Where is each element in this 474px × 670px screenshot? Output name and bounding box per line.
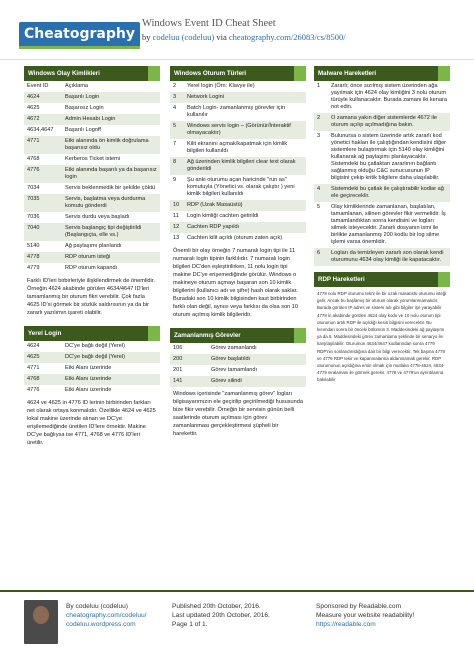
table-row <box>24 212 160 223</box>
column-3 <box>314 66 450 387</box>
logon-type: 9 <box>173 177 177 183</box>
logon-type: 10 <box>170 200 184 211</box>
yerel-login-note: 4624 ve 4625 in 4776 ID lerinin birbirinden farkları net olarak ortaya konmalıdır. Özellikle 4624 ve 4625 lokal makine üzerinde alınan ve DC'ye erişilemediğinde üretilen ID'lere örnektir. Makine DC'ye bağlıysa ise 4771, 4768 ve 4776 ID'leri üretilir. <box>24 396 160 450</box>
logon-desc: Yerel login (Örn: Klavye ile) <box>187 83 255 89</box>
event-desc: Başarılı Login <box>62 92 160 103</box>
logo-underline <box>19 46 140 49</box>
table-row <box>314 131 450 184</box>
table-row <box>24 341 160 352</box>
gorev-note: Windows içerisinde "zamanlanmış görev" logları bilgisayarımızın ele geçirilip geçirilmediği hususunda bize fikir verebilir. Örneğin bir servisin günün belli saatlerinde oturum açılması için görev zamanlanması gerçekleştirmesi şüpheli bir harekettir. <box>170 387 306 441</box>
malware-steps-table <box>314 81 450 266</box>
table-row <box>24 136 160 154</box>
table-row <box>170 222 306 233</box>
step-number: 4 <box>314 184 328 202</box>
table-row <box>24 183 160 194</box>
footer-author-line <box>66 602 147 611</box>
table-row <box>170 376 306 387</box>
table-cell: Açıklama <box>65 83 89 89</box>
table-row <box>170 139 306 157</box>
header-tab <box>294 328 306 343</box>
table-row <box>24 114 160 125</box>
sponsor-name[interactable]: Readable.com <box>358 603 402 610</box>
table-row <box>314 184 450 202</box>
table-row <box>170 233 306 244</box>
published-date: Published 20th October, 2016. <box>172 603 261 610</box>
table-row <box>24 103 160 114</box>
footer-author-handle: (codeluu) <box>100 603 128 610</box>
page-count: Page 1 of 1. <box>172 621 208 628</box>
table-row <box>170 354 306 365</box>
event-desc: Servis başlangıç tipi değiştirildi (Başlangıçta, elle vs.) <box>62 223 160 241</box>
step-number: 2 <box>314 113 328 131</box>
oturum-note: Önemli bir olay örneğin 7 numaralı login tipi ile 11 numaralı login tipinin farklılıdır. 7 numaralı login bilgileri DC'den eşleştirilirken, 11 nolu login tipi makine DC'ye erişemediğinde görülür. Windows o makineye oturum açmayı başaran son 10 kimlik bilgilerini (kullanıcı adı ve şifre) hash olarak saklar. Buradaki son 10 kimlik bilgisinden kast birbirinden farklı olan değil, aynısı veya farklısı da olsa son 10 oturum açılmış kimlik bilgileridir. <box>170 244 306 322</box>
step-desc: Sistemdeki bu çatlak ile çalıştırabilir kodlar ağ ele geçireceklir. <box>328 184 450 202</box>
table-row <box>24 263 160 274</box>
section-title: Windows Olay Kimlikleri <box>28 70 100 77</box>
footer-author-url[interactable]: cheatography.com/codeluu/ <box>66 612 147 619</box>
table-row <box>170 92 306 103</box>
event-id: 4624 <box>24 92 62 103</box>
step-number: 6 <box>314 248 328 266</box>
section-header-malware <box>314 66 450 81</box>
event-id: 7035 <box>24 194 62 212</box>
event-id: 141 <box>170 376 208 387</box>
page-byline <box>142 32 346 42</box>
logon-type: 12 <box>170 222 184 233</box>
event-id: 200 <box>170 354 208 365</box>
table-row <box>24 352 160 363</box>
event-id: 4624 <box>27 343 40 349</box>
table-row <box>170 103 306 121</box>
table-row <box>170 211 306 222</box>
event-desc: Etki alanında ön kimlik doğrulama başarısız oldu <box>62 136 160 154</box>
table-header-row <box>24 81 160 92</box>
table-row <box>24 252 160 263</box>
event-desc: Etki Alanı üzerinde <box>65 365 112 371</box>
logon-desc: Cachten RDP yapıldı <box>184 222 306 233</box>
footer-sponsor <box>316 602 414 629</box>
section-header-rdp <box>314 272 450 287</box>
event-desc: Görev zamanlandı <box>211 345 257 351</box>
event-id: 4776 <box>24 165 62 183</box>
logon-type: 5 <box>170 121 184 139</box>
footer-dates <box>172 602 270 629</box>
zamanlanmis-gorevler-table <box>170 343 306 387</box>
column-1 <box>24 66 160 450</box>
by-label: By <box>66 603 74 610</box>
footer-author-name[interactable]: codeluu <box>75 603 99 610</box>
sheet-url-link[interactable]: cheatography.com/26083/cs/8500/ <box>228 32 346 42</box>
section-title: Zamanlanmış Görevler <box>174 332 241 339</box>
sponsor-url[interactable]: https://readable.com <box>316 621 376 628</box>
logon-desc: Ağ üzerinden kimlik bilgileri clear text olarak gönderildi <box>184 157 306 175</box>
logon-desc: Şu anki oturumu açan haricinde "run as" komutuyla (Yönetici vs. olarak çalıştır ) yeni kimlik bilgileri kullanıldı <box>187 177 295 197</box>
event-id: 4778 <box>24 252 62 263</box>
page-footer <box>0 590 474 670</box>
event-desc: Görev tamamlandı <box>211 367 258 373</box>
section-title: Windows Oturum Türleri <box>174 70 247 77</box>
table-row <box>170 343 306 354</box>
via-label: via <box>216 32 227 42</box>
event-id: 4634,4647 <box>27 127 54 133</box>
logon-type: 7 <box>173 141 177 147</box>
logon-desc: Cachten kilit açıldı (oturum zaten açık) <box>187 235 283 241</box>
table-row <box>314 81 450 113</box>
page-header <box>0 0 474 60</box>
table-row <box>24 223 160 241</box>
section-header-zamanlanmis-gorevler <box>170 328 306 343</box>
footer-author <box>66 602 147 629</box>
table-row <box>24 241 160 252</box>
table-row <box>24 125 160 136</box>
step-desc: Zararlı; önce sızılmış sistem üzerinden ağa yayılmak için 4624 olay kimliğini 3 nolu oturum türüyle kullanacaktır. Burada zamanı iki kenara not edin. <box>331 83 447 110</box>
logon-desc: Windows servis login – (Görünür/İnteraktif olmayacaktır) <box>184 121 306 139</box>
header-tab <box>438 66 450 81</box>
event-id: 7034 <box>27 185 40 191</box>
header-tab <box>294 66 306 81</box>
event-desc: Etki alanında başarılı ya da başarısız login <box>62 165 160 183</box>
table-row <box>170 200 306 211</box>
event-desc: Admin Hesabı Login <box>62 114 160 125</box>
event-desc: Kerberos Ticket istemi <box>65 156 121 162</box>
logon-desc: Login kimliği cachten getirildi <box>187 213 259 219</box>
step-number: 1 <box>317 83 321 89</box>
step-desc: Olay kimliklerinde zamanlanan, başlatılan, tamamlanan, silinen görevler fikir vermelidir. İş tamamlandıktan sonra kendisini ve logları silmek isteyecektir. Zararlı dosyanın ismi ile birlikte zamanlanmış 200 kodlu bir log silme işlemi varsa önemlidir. <box>331 204 446 245</box>
event-desc: Servis, başlatma veya durdurma komutu gönderdi <box>62 194 160 212</box>
event-id: 4779 <box>27 265 40 271</box>
event-id: 201 <box>173 367 183 373</box>
event-desc: Görev başlatıldı <box>208 354 306 365</box>
table-row <box>314 113 450 131</box>
logon-desc: Kilit ekranını açmak/kapatmak için kimlik bilgileri kullanıldı <box>187 141 288 154</box>
table-row <box>170 365 306 376</box>
logon-type: 13 <box>173 235 180 241</box>
table-row <box>314 202 450 248</box>
event-id: 4625 <box>24 352 62 363</box>
yerel-login-table <box>24 341 160 396</box>
author-avatar[interactable] <box>24 600 58 644</box>
logon-type: 2 <box>173 83 177 89</box>
logon-type: 8 <box>170 157 184 175</box>
event-id: 7040 <box>24 223 62 241</box>
page-title: Windows Event ID Cheat Sheet <box>142 18 276 29</box>
event-id: 4672 <box>24 114 62 125</box>
event-desc: Etki Alanı üzerinde <box>62 374 160 385</box>
section-title: RDP Hareketleri <box>318 276 365 283</box>
sponsor-label: Sponsored by <box>316 603 357 610</box>
olay-note: Farklı ID'leri birbirleriyle ilişkilendirmek de önemlidir. Örneğin 4624 akabinde görülen 4634/4647 ID'leri tamamlanmış bir oturum fikri verebilir. Çok fazla 4625 ID'si görmek bir sözlük saldırısının ya da bir zararlı yazılımın işareti olabilir. <box>24 274 160 320</box>
event-id: 5140 <box>27 243 40 249</box>
table-row <box>24 374 160 385</box>
footer-author-site[interactable]: codeluu.wordpress.com <box>66 621 136 628</box>
event-desc: Etki Alanı üzerinde <box>65 387 112 393</box>
table-row <box>24 92 160 103</box>
event-id: 4771 <box>24 136 62 154</box>
logon-type: 4 <box>173 105 177 111</box>
event-desc: Servis durdu veya başladı <box>65 214 130 220</box>
header-tab <box>148 66 160 81</box>
logon-type: 3 <box>170 92 184 103</box>
table-cell: Event ID <box>27 83 49 89</box>
updated-date: Last updated 20th October, 2016. <box>172 612 270 619</box>
event-desc: DC'ye bağlı değil (Yerel) <box>62 352 160 363</box>
oturum-turleri-table <box>170 81 306 244</box>
event-desc: Görev silindi <box>208 376 306 387</box>
event-id: 4768 <box>24 374 62 385</box>
step-desc: Bulunursa o sistem üzerinde artık zararlı kod yönetici hakları ile çalıştığından kendisini diğer sistemlere bulaştırmak için 5140 olay kimliğini kullanarak ağ paylaşımı planlayacaktır. Sistemdeki bu çatlaktan zararlının bağlantı sağlanmış olduğu C&C sunucusunun IP bilgisini çekip kritik bilgilere daha ulaşılabilir. <box>331 133 447 181</box>
event-desc: RDP oturum isteği <box>62 252 160 263</box>
column-2 <box>170 66 306 441</box>
event-id: 4771 <box>27 365 40 371</box>
table-row <box>24 165 160 183</box>
logon-desc: Network Logini <box>184 92 306 103</box>
author-link[interactable]: codeluu (codeluu) <box>152 32 215 42</box>
event-desc: Başarılı Logoff <box>65 127 101 133</box>
section-title: Malware Hareketleri <box>318 70 377 77</box>
olay-kimlikleri-table <box>24 81 160 274</box>
table-row <box>24 385 160 396</box>
logon-desc: RDP (Uzak Masaüstü) <box>184 200 306 211</box>
cheatography-logo[interactable]: Cheatography <box>19 22 140 47</box>
header-tab <box>148 326 160 341</box>
logon-type: 11 <box>173 213 179 219</box>
table-row <box>170 157 306 175</box>
table-row <box>24 154 160 165</box>
step-number: 5 <box>317 204 321 210</box>
event-desc: DC'ye bağlı değil (Yerel) <box>65 343 125 349</box>
logon-desc: Batch Login- zamanlanmış görevler için kullanılır <box>187 105 285 118</box>
table-row <box>314 248 450 266</box>
event-desc: RDP oturum kapandı <box>65 265 118 271</box>
table-row <box>170 175 306 200</box>
section-header-oturum-turleri <box>170 66 306 81</box>
event-desc: Servis beklenmedik bir şekilde çöktü <box>65 185 156 191</box>
step-number: 3 <box>317 133 321 139</box>
table-row <box>170 121 306 139</box>
step-desc: Logları da temizleyen zararlı son olarak kendi oturumunu 4634 olay kimliği ile kapatacaktır. <box>328 248 450 266</box>
event-desc: Ağ paylaşımı planlandı <box>65 243 122 249</box>
step-desc: O zamana yakın diğer sistemlerde 4672 ile oturum açılıp açılmadığına bakın. <box>328 113 450 131</box>
event-id: 4768 <box>27 156 40 162</box>
sponsor-line <box>316 602 414 611</box>
event-id: 4776 <box>27 387 40 393</box>
section-header-yerel-login <box>24 326 160 341</box>
header-tab <box>438 272 450 287</box>
table-row <box>24 363 160 374</box>
event-id: 106 <box>173 345 183 351</box>
section-header-windows-olay <box>24 66 160 81</box>
sponsor-text: Measure your website readability! <box>316 612 415 619</box>
event-desc: Başarısız Login <box>65 105 104 111</box>
table-row <box>170 81 306 92</box>
event-id: 7036 <box>27 214 40 220</box>
rdp-text: 4778 nolu RDP oturumu tekrir ile bir uzak masaüstü oturumu isteği gelir. Ancak bu başlamış bir oturum olarak yorumlanmamalıdır. Burada görülen IP adres ve sistem adı gibi bilgiler işe yarayabilir 4778 in akabinde görülen 4624 olay kodu ve 10 nolu oturum tipi oturumun artık RDP ile açıldığı kesin bilgisini verecektir. Bu kısımdan sonra bir önceki bölümün 3. Maddesindeki ağ paylaşımı ya da 5. Maddesindeki görev zamanlama şeklinde bir senaryo ile karşılaşılabilir. Oturumun 4634/4647 kodlarından sonra 4779 RDP'nin sonlandırıldığına dair bir bilgi verecektir. Tek başına 4778 ve 4779 RDP tekir ve kapanmalarına aldanmamak gerekir. RDP oturumunun açıldığına emin olmak için mutlaka 4778-4624, 4634-4779 sıralaması ile görmek gerekir. 4778 ve 4779'un ayrıntılarına bakılabilir <box>314 287 450 387</box>
event-id: 4625 <box>27 105 40 111</box>
section-title: Yerel Login <box>28 330 62 337</box>
by-label: by <box>142 32 151 42</box>
table-row <box>24 194 160 212</box>
